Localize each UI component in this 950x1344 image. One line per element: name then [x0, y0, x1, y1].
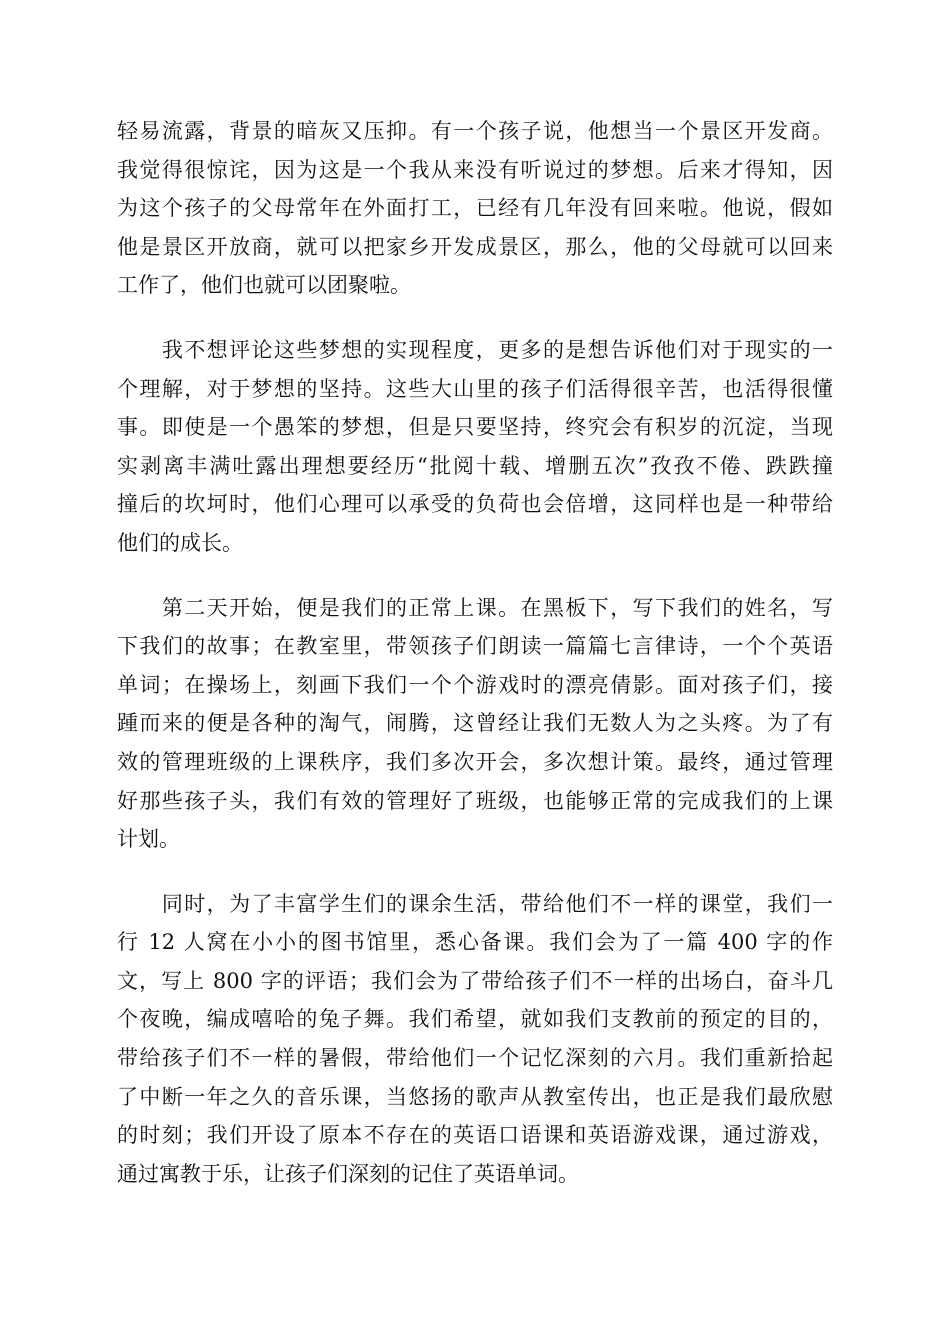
text-line: 实剥离丰满吐露出理想要经历“批阅十载、增删五次”孜孜不倦、跌跌撞	[117, 453, 833, 478]
text-line: 的时刻；我们开设了原本不存在的英语口语课和英语游戏课，通过游戏，	[117, 1123, 833, 1148]
text-line: 事。即使是一个愚笨的梦想，但是只要坚持，终究会有积岁的沉淀，当现	[117, 415, 833, 440]
text-line: 文，写上 800 字的评语；我们会为了带给孩子们不一样的出场白，奋斗几	[117, 968, 833, 993]
text-line: 个夜晚，编成嘻哈的兔子舞。我们希望，就如我们支教前的预定的目的，	[117, 1007, 833, 1032]
text-line: 行 12 人窝在小小的图书馆里，悉心备课。我们会为了一篇 400 字的作	[117, 930, 833, 955]
text-line: 下我们的故事；在教室里，带领孩子们朗读一篇篇七言律诗，一个个英语	[117, 634, 833, 659]
text-line: 他们的成长。	[117, 530, 243, 555]
text-line: 我不想评论这些梦想的实现程度，更多的是想告诉他们对于现实的一	[117, 337, 833, 362]
text-line: 好那些孩子头，我们有效的管理好了班级，也能够正常的完成我们的上课	[117, 788, 833, 813]
text-line: 为这个孩子的父母常年在外面打工，已经有几年没有回来啦。他说，假如	[117, 196, 833, 221]
paragraph-4	[117, 885, 833, 1194]
text-line: 了中断一年之久的音乐课，当悠扬的歌声从教室传出，也正是我们最欣慰	[117, 1084, 833, 1109]
text-line: 我觉得很惊诧，因为这是一个我从来没有听说过的梦想。后来才得知，因	[117, 157, 833, 182]
text-line: 他是景区开放商，就可以把家乡开发成景区，那么，他的父母就可以回来	[117, 234, 833, 259]
paragraph-1	[117, 112, 833, 305]
text-line: 效的管理班级的上课秩序，我们多次开会，多次想计策。最终，通过管理	[117, 749, 833, 774]
text-line: 个理解，对于梦想的坚持。这些大山里的孩子们活得很辛苦，也活得很懂	[117, 376, 833, 401]
paragraph-3	[117, 589, 833, 859]
text-line: 计划。	[117, 827, 180, 852]
text-line: 踵而来的便是各种的淘气，闹腾，这曾经让我们无数人为之头疼。为了有	[117, 711, 833, 736]
paragraph-2	[117, 331, 833, 563]
text-line: 同时，为了丰富学生们的课余生活，带给他们不一样的课堂，我们一	[117, 891, 833, 916]
text-line: 工作了，他们也就可以团聚啦。	[117, 273, 411, 298]
text-line: 撞后的坎坷时，他们心理可以承受的负荷也会倍增，这同样也是一种带给	[117, 492, 833, 517]
text-line: 单词；在操场上，刻画下我们一个个游戏时的漂亮倩影。面对孩子们，接	[117, 672, 833, 697]
text-line: 轻易流露，背景的暗灰又压抑。有一个孩子说，他想当一个景区开发商。	[117, 119, 833, 143]
document-body	[117, 112, 833, 1193]
text-line: 第二天开始，便是我们的正常上课。在黑板下，写下我们的姓名，写	[117, 595, 833, 620]
text-line: 通过寓教于乐，让孩子们深刻的记住了英语单词。	[117, 1161, 579, 1186]
text-line: 带给孩子们不一样的暑假，带给他们一个记忆深刻的六月。我们重新拾起	[117, 1046, 833, 1071]
